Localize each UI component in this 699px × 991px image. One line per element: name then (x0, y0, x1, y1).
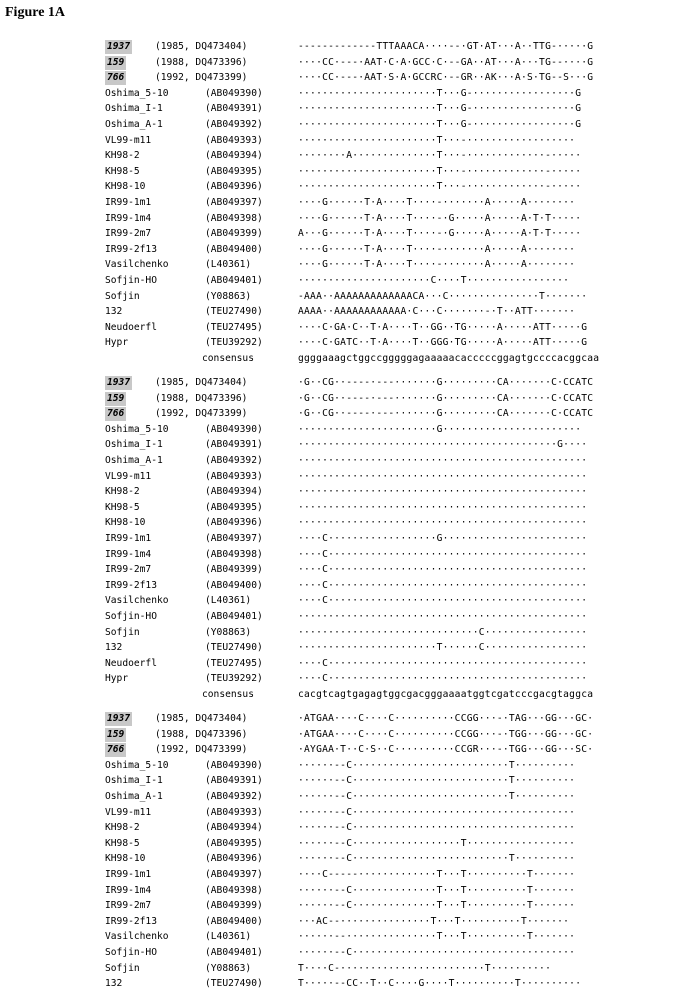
sequence-accession: (AB049398) (205, 884, 263, 896)
sequence-accession: (Y08863) (205, 290, 252, 302)
sequence-accession: (L40361) (205, 259, 252, 271)
sequence-name: Sofjin (105, 962, 140, 974)
sequence-name: KH98-2 (105, 150, 140, 162)
sequence-accession: (AB049399) (205, 564, 263, 576)
sequence-data: ·······················T······C················· (298, 642, 588, 654)
sequence-name: Vasilchenko (105, 259, 169, 271)
sequence-accession: (AB049395) (205, 837, 263, 849)
sequence-name: IR99-2m7 (105, 228, 152, 240)
sequence-data: ····C··········································· (298, 564, 588, 576)
sequence-name: 1937 (107, 377, 131, 388)
sequence-data: ······--C··························T·········· (298, 791, 576, 802)
sequence-accession: (AB049391) (205, 103, 263, 115)
sequence-accession: (1992, DQ473399) (155, 72, 248, 84)
sequence-name: IR99-1m1 (105, 197, 152, 208)
consensus-label: consensus (202, 353, 254, 364)
sequence-data: ·······················G······················· (298, 423, 582, 435)
sequence-accession: (TEU27495) (205, 321, 263, 333)
sequence-accession: (TEU39292) (205, 673, 263, 685)
sequence-data: ················································ (298, 486, 588, 498)
sequence-accession: (L40361) (205, 931, 252, 943)
sequence-data: ····G······T·A····T····-·G·····A·····A·T·T····· (298, 212, 582, 224)
sequence-data: -------------TTTAAACA····--·GT·AT···A··TTG-·····G (298, 41, 594, 52)
sequence-name: Sofjin-HO (105, 275, 157, 286)
sequence-data: ·G··CG··----·---·······G·········CA·······C·CCATC (298, 392, 594, 404)
sequence-name: 132 (105, 978, 123, 990)
sequence-name: KH98-2 (105, 486, 140, 498)
sequence-name: Neudoerfl (105, 321, 157, 333)
sequence-data: ·······················T···-·············-····· (298, 165, 582, 177)
sequence-name: KH98-10 (105, 181, 146, 193)
sequence-name: IR99-2f13 (105, 915, 157, 927)
sequence-accession: (AB049401) (205, 947, 263, 958)
sequence-name: IR99-1m4 (105, 884, 152, 896)
sequence-accession: (AB049394) (205, 486, 263, 498)
sequence-data: ·G··CG··----·---·······G·········CA·······C·CCATC (298, 408, 594, 420)
sequence-name: Oshima_A-1 (105, 791, 163, 802)
sequence-data: ···········································G···· (298, 439, 588, 451)
sequence-data: ·······················T···-·················· (298, 134, 576, 146)
sequence-accession: (1985, DQ473404) (155, 41, 248, 52)
sequence-data: ·······················T···G-·················G (298, 103, 582, 115)
figure-title: Figure 1A (5, 5, 66, 20)
sequence-data: ······--C····································· (298, 806, 576, 818)
sequence-accession: (AB049394) (205, 822, 263, 834)
sequence-name: Hypr (105, 673, 129, 685)
sequence-data: ················································ (298, 455, 588, 466)
sequence-data: ····C··········································· (298, 595, 588, 607)
sequence-data: ······--C··························T·········· (298, 775, 576, 787)
sequence-data: ················································ (298, 611, 588, 622)
sequence-name: 766 (107, 72, 125, 84)
sequence-accession: (AB049396) (205, 853, 263, 865)
consensus-label: consensus (202, 689, 254, 700)
sequence-data: ······--C··························T·········· (298, 853, 576, 865)
sequence-accession: (AB049392) (205, 791, 263, 802)
sequence-name: Hypr (105, 337, 129, 349)
sequence-accession: (AB049400) (205, 243, 263, 255)
sequence-data: ····G······T·A····T····-·······A·····A········ (298, 259, 576, 271)
sequence-data: ·······················T···G-·················G (298, 87, 582, 99)
sequence-accession: (TEU27490) (205, 978, 263, 990)
sequence-accession: (1992, DQ473399) (155, 744, 248, 756)
sequence-data: ·ATGAA····C····C··········CCGG···-·TAG···GG···GC· (298, 713, 594, 724)
sequence-name: IR99-2f13 (105, 579, 157, 591)
sequence-data: ······························C················· (298, 626, 588, 638)
sequence-accession: (1988, DQ473396) (155, 728, 248, 740)
sequence-accession: (1985, DQ473404) (155, 377, 248, 388)
sequence-accession: (AB049393) (205, 470, 263, 482)
sequence-name: Sofjin-HO (105, 611, 157, 622)
sequence-data: ·G··CG··----·---·······G·········CA·······C·CCATC (298, 377, 594, 388)
sequence-accession: (AB049391) (205, 439, 263, 451)
sequence-data: ·AYGAA·T··C·S··C··········CCGR···-·TGG···GG···SC· (298, 744, 594, 756)
sequence-data: A···G······T·A····T····-·G·····A·····A·T·T····· (298, 228, 582, 240)
sequence-accession: (TEU27495) (205, 657, 263, 669)
sequence-name: KH98-5 (105, 837, 140, 849)
sequence-name: KH98-2 (105, 822, 140, 834)
sequence-accession: (AB049392) (205, 455, 263, 466)
sequence-name: IR99-2m7 (105, 564, 152, 576)
sequence-name: 132 (105, 306, 123, 318)
sequence-name: Oshima_A-1 (105, 455, 163, 466)
sequence-name: 766 (107, 408, 125, 420)
sequence-accession: (AB049400) (205, 579, 263, 591)
sequence-data: ·ATGAA····C····C··········CCGG···-·TGG···GG···GC· (298, 728, 594, 740)
sequence-accession: (Y08863) (205, 962, 252, 974)
consensus-sequence: ggggaaagctggccgggggagaaaaacacccccggagtgccccacggcaa (298, 353, 600, 364)
sequence-name: Oshima_I-1 (105, 103, 163, 115)
sequence-data: ····C··········································· (298, 657, 588, 669)
sequence-accession: (AB049395) (205, 165, 263, 177)
sequence-data: AAAA··AAAAAAAAAAAA·C···C·······-·T··ATT······· (298, 306, 576, 318)
sequence-data: T·····--CC··T··C····G····T··········T·········· (298, 978, 582, 990)
sequence-accession: (1988, DQ473396) (155, 392, 248, 404)
sequence-accession: (AB049393) (205, 134, 263, 146)
sequence-data: ········A··············T···-·············-····· (298, 150, 582, 162)
sequence-data: ····CC·---·AAT·S·A·GCCRC·--GR··AK···A·S·TG--S···G (298, 72, 594, 84)
sequence-accession: (1985, DQ473404) (155, 713, 248, 724)
sequence-data: ····C··········································· (298, 673, 588, 685)
sequence-name: Sofjin-HO (105, 947, 157, 958)
consensus-sequence: cacgtcagtgagagtggcgacgggaaaatggtcgatcccgacgtaggca (298, 689, 594, 700)
sequence-data: ····CC·---·AAT·C·A·GCC·C·--GA··AT···A···TG--····G (298, 56, 594, 68)
sequence-data: ······--···············T···T··········T······· (298, 931, 576, 943)
sequence-data: ················································ (298, 501, 588, 513)
sequence-accession: (AB049399) (205, 228, 263, 240)
sequence-accession: (AB049401) (205, 611, 263, 622)
sequence-name: Sofjin (105, 290, 140, 302)
sequence-data: ····C··········································· (298, 579, 588, 591)
sequence-accession: (AB049391) (205, 775, 263, 787)
sequence-data: ····G······T·A····T····-·······A·····A········ (298, 243, 576, 255)
sequence-name: Sofjin (105, 626, 140, 638)
sequence-accession: (AB049390) (205, 759, 263, 771)
sequence-name: Oshima_I-1 (105, 439, 163, 451)
sequence-accession: (AB049390) (205, 87, 263, 99)
sequence-data: ·······················T···G-·················G (298, 119, 582, 130)
sequence-data: ······················C····T················· (298, 275, 570, 286)
sequence-data: ····G······T·A····T····-·······A·····A········ (298, 197, 576, 208)
sequence-name: Oshima_5-10 (105, 759, 169, 771)
sequence-name: 159 (107, 392, 125, 404)
sequence-accession: (AB049397) (205, 197, 263, 208)
sequence-name: IR99-1m1 (105, 533, 152, 544)
sequence-accession: (AB049397) (205, 533, 263, 544)
sequence-accession: (TEU27490) (205, 642, 263, 654)
sequence-name: 159 (107, 56, 125, 68)
sequence-accession: (AB049392) (205, 119, 263, 130)
sequence-name: Oshima_5-10 (105, 423, 169, 435)
sequence-name: 132 (105, 642, 123, 654)
sequence-data: ····C·GA·C··T·A····T··GG··TG·····A·····ATT·····G (298, 321, 588, 333)
sequence-accession: (AB049398) (205, 548, 263, 560)
sequence-name: Oshima_5-10 (105, 87, 169, 99)
sequence-accession: (Y08863) (205, 626, 252, 638)
sequence-accession: (L40361) (205, 595, 252, 607)
sequence-name: Neudoerfl (105, 657, 157, 669)
sequence-data: ······--C··············T···T··········T······· (298, 900, 576, 912)
sequence-data: -AAA··AAAAAAAAAAAAACA···C···············T······· (298, 290, 588, 302)
sequence-accession: (AB049401) (205, 275, 263, 286)
sequence-accession: (AB049399) (205, 900, 263, 912)
sequence-name: KH98-10 (105, 853, 146, 865)
sequence-name: IR99-1m4 (105, 212, 152, 224)
sequence-name: KH98-10 (105, 517, 146, 529)
sequence-data: ·······················T···-·············-····· (298, 181, 582, 193)
sequence-name: IR99-2f13 (105, 243, 157, 255)
sequence-name: VL99-m11 (105, 806, 152, 818)
sequence-accession: (AB049397) (205, 869, 263, 880)
sequence-name: IR99-1m1 (105, 869, 152, 880)
sequence-accession: (AB049400) (205, 915, 263, 927)
sequence-name: 1937 (107, 713, 131, 724)
sequence-accession: (AB049393) (205, 806, 263, 818)
sequence-name: IR99-1m4 (105, 548, 152, 560)
sequence-data: ······--C··················T·················· (298, 837, 576, 849)
sequence-accession: (TEU39292) (205, 337, 263, 349)
sequence-name: IR99-2m7 (105, 900, 152, 912)
sequence-data: ················································ (298, 517, 588, 529)
sequence-data: ····C··········································· (298, 548, 588, 560)
sequence-name: KH98-5 (105, 165, 140, 177)
sequence-name: Vasilchenko (105, 595, 169, 607)
sequence-data: ······--C··························T·········· (298, 759, 576, 771)
sequence-name: Vasilchenko (105, 931, 169, 943)
sequence-data: ················································ (298, 470, 588, 482)
sequence-accession: (TEU27490) (205, 306, 263, 318)
sequence-data: ······--C··············T···T··········T······· (298, 884, 576, 896)
sequence-name: 1937 (107, 41, 131, 52)
sequence-data: ····C··················G························ (298, 533, 588, 544)
sequence-accession: (AB049398) (205, 212, 263, 224)
sequence-accession: (AB049396) (205, 181, 263, 193)
sequence-name: Oshima_A-1 (105, 119, 163, 130)
sequence-name: Oshima_I-1 (105, 775, 163, 787)
sequence-accession: (AB049394) (205, 150, 263, 162)
sequence-name: 159 (107, 728, 125, 740)
sequence-accession: (1992, DQ473399) (155, 408, 248, 420)
sequence-name: 766 (107, 744, 125, 756)
sequence-name: VL99-m11 (105, 134, 152, 146)
sequence-data: ······--C····································· (298, 822, 576, 834)
sequence-accession: (AB049395) (205, 501, 263, 513)
sequence-data: ····C-----·············T···T··········T······· (298, 869, 576, 880)
sequence-accession: (AB049396) (205, 517, 263, 529)
sequence-data: ······--C····································· (298, 947, 576, 958)
sequence-data: T····C-························T·········· (298, 962, 552, 974)
sequence-name: VL99-m11 (105, 470, 152, 482)
sequence-accession: (AB049390) (205, 423, 263, 435)
sequence-name: KH98-5 (105, 501, 140, 513)
sequence-data: ···AC--···············T···T··········T······· (298, 915, 570, 927)
sequence-data: ····C·GATC··T·A····T··GGG·TG·····A·····ATT·····G (298, 337, 588, 349)
sequence-accession: (1988, DQ473396) (155, 56, 248, 68)
